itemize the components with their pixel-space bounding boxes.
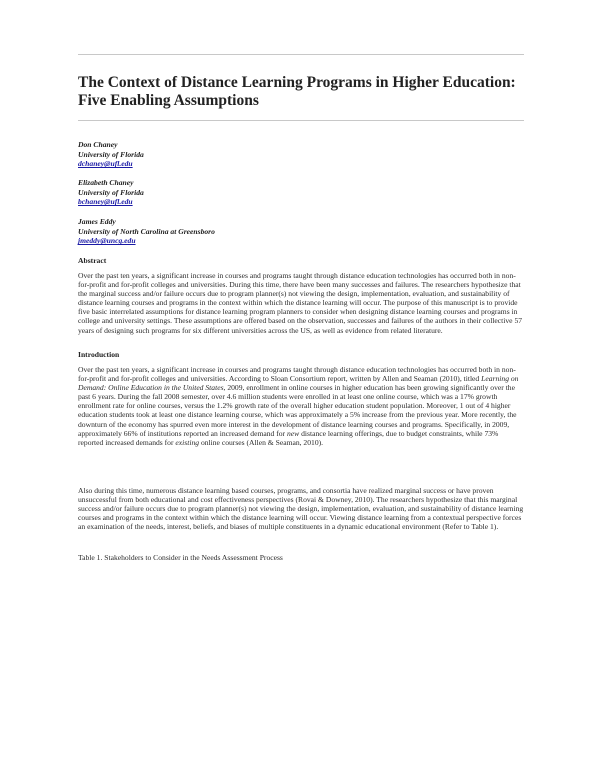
introduction-paragraph-1: Over the past ten years, a significant increase in courses and programs taught through distance education technologies has occurred both in non-for-profit and for-profit colleges and universities. According to Sloan Consortium report, written by Allen and Seaman (2010), titled Learning on Demand: Online Education in the United States, 2009, enrollment in online courses in higher education has been growing significantly over the past 6 years. During the fall 2008 semester, over 4.6 million students were enrolled in at least one online course, which was a 17% growth enrollment rate for online courses, versus the 1.2% growth rate of the overall higher education student population. Moreover, 1 out of 4 higher education students took at least one distance learning course, which was approximately a 5% increase from the previous year. More recently, the downturn of the economy has spurred even more interest in the development of distance learning courses and programs. Specifically, in 2009, approximately 66% of institutions reported an increased demand for new distance learning offerings, due to budget constraints, while 73% reported increased demands for existing online courses (Allen & Seaman, 2010). <box>78 365 519 447</box>
emphasis-new: new <box>286 428 300 438</box>
author-affiliation: University of Florida <box>78 149 144 159</box>
author-name: Elizabeth Chaney <box>78 178 134 187</box>
author-block <box>78 178 144 207</box>
author-block <box>78 217 215 246</box>
author-affiliation: University of North Carolina at Greensboro <box>78 226 215 236</box>
paper-title: The Context of Distance Learning Programs in Higher Education: Five Enabling Assumptions <box>78 74 516 109</box>
book-title: Learning on Demand: Online Education in the United States <box>78 374 519 393</box>
author-name: James Eddy <box>78 217 116 226</box>
abstract-text: Over the past ten years, a significant increase in courses and programs taught through distance education technologies has occurred both in non-for-profit and for-profit colleges and universities. During this time, there have been many successes and failures. The researchers hypothesize that the marginal success and/or failure occurs due to program planner(s) not viewing the design, implementation, evaluation, and sustainability of distance learning courses and programs in the context within which the distance learning will occur. The purpose of this manuscript is to provide five basic interrelated assumptions for distance learning program planners to consider when designing distance learning courses and programs in college and university settings. These assumptions are offered based on the observation, successes and failures of the authors in their collective 57 years of designing such programs for six different universities across the US, as well as evidence from related literature. <box>78 271 523 335</box>
title-divider <box>78 120 524 121</box>
author-affiliation: University of Florida <box>78 187 144 197</box>
introduction-paragraph-2: Also during this time, numerous distance learning based courses, programs, and consortia have realized marginal success or have proven unsuccessful from both educational and cost effectiveness perspectives (Rovai & Downey, 2010). The researchers hypothesize that this marginal success and/or failure occurs due to program planner(s) not viewing the design, implementation, evaluation, and sustainability of distance learning courses and programs in the context within which the distance learning will occur. Viewing distance learning from a contextual perspective forces an examination of the needs, interest, beliefs, and biases of multiple constituents in a dynamic educational environment (Refer to Table 1). <box>78 486 524 532</box>
top-divider <box>78 54 524 55</box>
author-email-link[interactable]: jmeddy@uncg.edu <box>78 236 136 246</box>
author-email-link[interactable]: dchaney@ufl.edu <box>78 159 133 169</box>
abstract-heading: Abstract <box>78 256 107 265</box>
author-email-link[interactable]: bchaney@ufl.edu <box>78 197 133 207</box>
table-caption: Table 1. Stakeholders to Consider in the Needs Assessment Process <box>78 553 283 562</box>
emphasis-existing: existing <box>175 437 200 447</box>
author-name: Don Chaney <box>78 140 118 149</box>
author-block <box>78 140 144 169</box>
introduction-heading: Introduction <box>78 350 120 359</box>
